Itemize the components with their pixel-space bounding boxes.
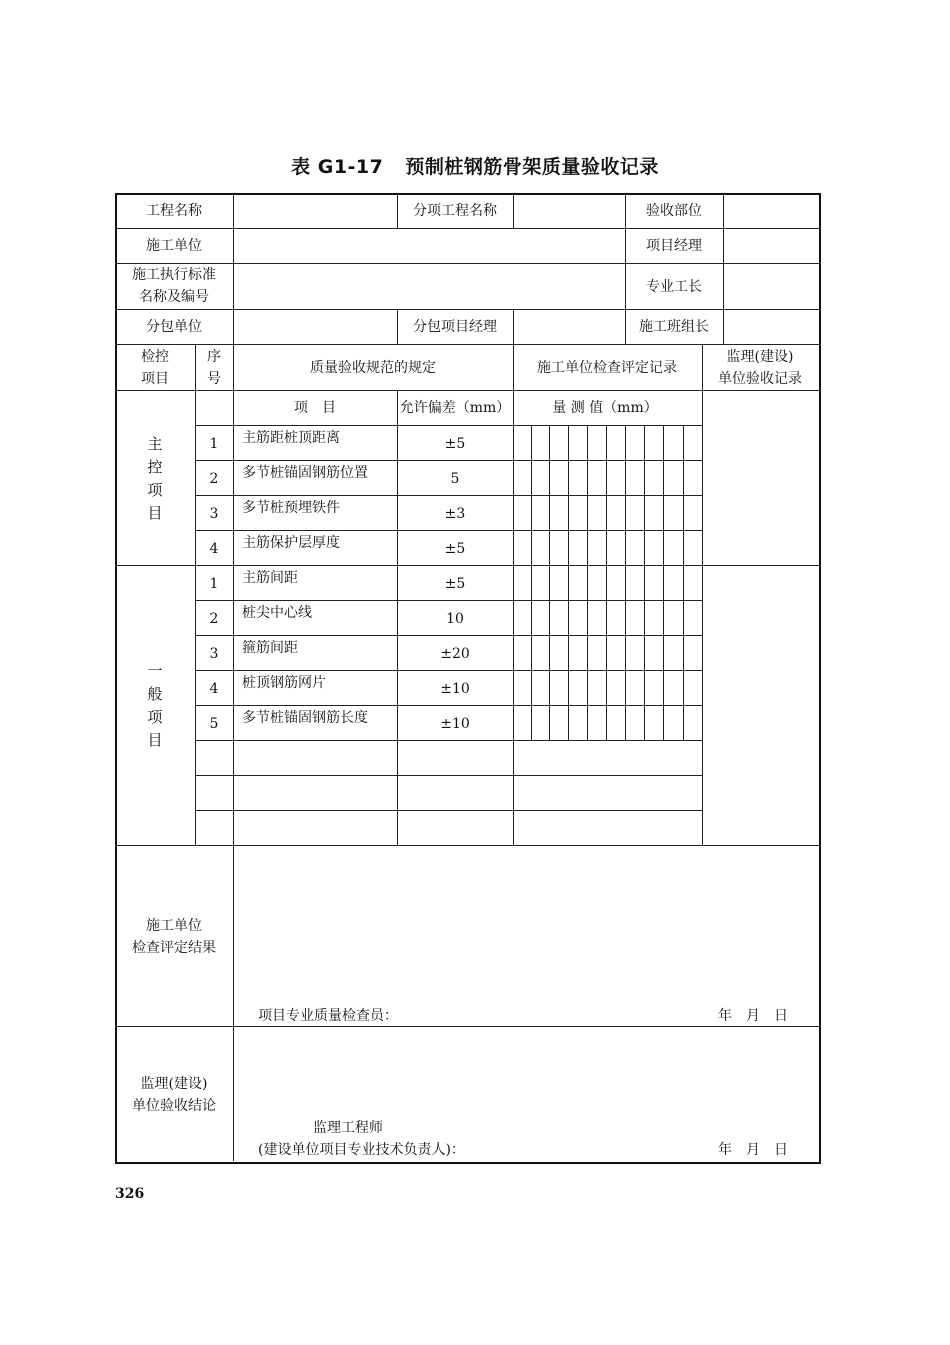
- mc-name: 多节桩锚固钢筋位置: [242, 465, 368, 481]
- col-check-line2: 项目: [141, 371, 169, 387]
- col-spec: 质量验收规范的规定: [310, 360, 436, 376]
- result-date: 年 月 日: [718, 1008, 788, 1024]
- mc-tol: ±3: [444, 506, 466, 522]
- label-foreman: 专业工长: [646, 279, 702, 295]
- row-divider: [115, 263, 819, 264]
- col-divider: [513, 309, 514, 345]
- col-divider: [397, 193, 398, 228]
- col-divider: [233, 845, 234, 1161]
- label-project-name: 工程名称: [146, 203, 202, 219]
- measure-grid: [606, 425, 607, 740]
- col-divider: [723, 193, 724, 345]
- row-divider: [115, 390, 819, 391]
- group-general: 一般项目: [147, 662, 163, 749]
- col-supervision-line1: 监理(建设): [726, 349, 794, 365]
- gen-name: 箍筋间距: [242, 640, 298, 656]
- gen-name: 桩尖中心线: [242, 605, 312, 621]
- label-standard-line2: 名称及编号: [139, 289, 209, 305]
- gen-name: 主筋间距: [242, 570, 298, 586]
- row-divider: [115, 1026, 819, 1027]
- mc-tol: ±5: [444, 541, 466, 557]
- label-construction-unit: 施工单位: [146, 238, 202, 254]
- row-divider: [115, 228, 819, 229]
- col-divider: [702, 344, 703, 846]
- mc-tol: 5: [450, 471, 460, 487]
- row-divider: [195, 740, 702, 741]
- row-divider: [115, 845, 819, 846]
- col-divider: [233, 344, 234, 846]
- measure-grid: [625, 425, 626, 740]
- gen-name: 多节桩锚固钢筋长度: [242, 710, 368, 726]
- mc-no: 3: [209, 506, 219, 522]
- col-check-line1: 检控: [141, 349, 169, 365]
- col-divider: [397, 390, 398, 846]
- label-team-leader: 施工班组长: [639, 319, 709, 335]
- col-item: 项 目: [294, 400, 336, 416]
- col-measured: 量 测 值（mm）: [552, 400, 658, 416]
- group-divider: [115, 565, 819, 566]
- mc-no: 4: [209, 541, 219, 557]
- label-subcontract-unit: 分包单位: [146, 319, 202, 335]
- conclusion-label-line1: 监理(建设): [140, 1076, 208, 1092]
- gen-no: 1: [209, 576, 219, 592]
- label-sub-project-name: 分项工程名称: [413, 203, 497, 219]
- label-subcontract-manager: 分包项目经理: [413, 319, 497, 335]
- mc-name: 主筋距桩顶距离: [242, 430, 340, 446]
- row-divider: [115, 309, 819, 310]
- col-divider: [233, 193, 234, 345]
- label-project-manager: 项目经理: [646, 238, 702, 254]
- row-divider: [195, 775, 702, 776]
- mc-no: 1: [209, 436, 219, 452]
- conclusion-engineer-note: (建设单位项目专业技术负责人)：: [258, 1142, 465, 1158]
- col-divider: [195, 344, 196, 846]
- measure-grid: [663, 425, 664, 740]
- page-title: [0, 152, 950, 179]
- label-acceptance-part: 验收部位: [646, 203, 702, 219]
- table-name: 预制桩钢筋骨架质量验收记录: [405, 156, 659, 178]
- group-main-control: 主控项目: [147, 435, 163, 522]
- result-inspector: 项目专业质量检查员：: [258, 1008, 398, 1024]
- gen-tol: ±20: [440, 646, 470, 662]
- measure-grid: [568, 425, 569, 740]
- mc-tol: ±5: [444, 436, 466, 452]
- gen-tol: ±5: [444, 576, 466, 592]
- mc-name: 多节桩预埋铁件: [242, 500, 340, 516]
- gen-no: 5: [209, 716, 219, 732]
- gen-name: 桩顶钢筋网片: [242, 675, 326, 691]
- measure-grid: [549, 425, 550, 740]
- col-seq-line1: 序: [207, 349, 221, 365]
- col-divider: [513, 193, 514, 228]
- gen-no: 2: [209, 611, 219, 627]
- gen-no: 3: [209, 646, 219, 662]
- conclusion-date: 年 月 日: [718, 1142, 788, 1158]
- gen-tol: 10: [446, 611, 464, 627]
- measure-grid: [531, 425, 532, 740]
- gen-tol: ±10: [440, 716, 470, 732]
- measure-grid: [644, 425, 645, 740]
- measure-grid: [683, 425, 684, 740]
- result-label-line1: 施工单位: [146, 918, 202, 934]
- mc-name: 主筋保护层厚度: [242, 535, 340, 551]
- col-supervision-line2: 单位验收记录: [718, 371, 802, 387]
- col-divider: [397, 309, 398, 345]
- col-record: 施工单位检查评定记录: [537, 360, 677, 376]
- row-divider: [195, 810, 702, 811]
- table-code: 表 G1-17: [291, 156, 384, 178]
- measure-grid: [587, 425, 588, 740]
- col-divider: [625, 193, 626, 345]
- mc-no: 2: [209, 471, 219, 487]
- gen-no: 4: [209, 681, 219, 697]
- col-seq-line2: 号: [207, 371, 221, 387]
- page-number: 326: [115, 1186, 145, 1202]
- gen-tol: ±10: [440, 681, 470, 697]
- label-standard-line1: 施工执行标准: [132, 267, 216, 283]
- conclusion-engineer: 监理工程师: [313, 1120, 383, 1136]
- result-label-line2: 检查评定结果: [132, 940, 216, 956]
- col-divider: [513, 344, 514, 846]
- conclusion-label-line2: 单位验收结论: [132, 1098, 216, 1114]
- col-tolerance: 允许偏差（mm）: [399, 400, 511, 416]
